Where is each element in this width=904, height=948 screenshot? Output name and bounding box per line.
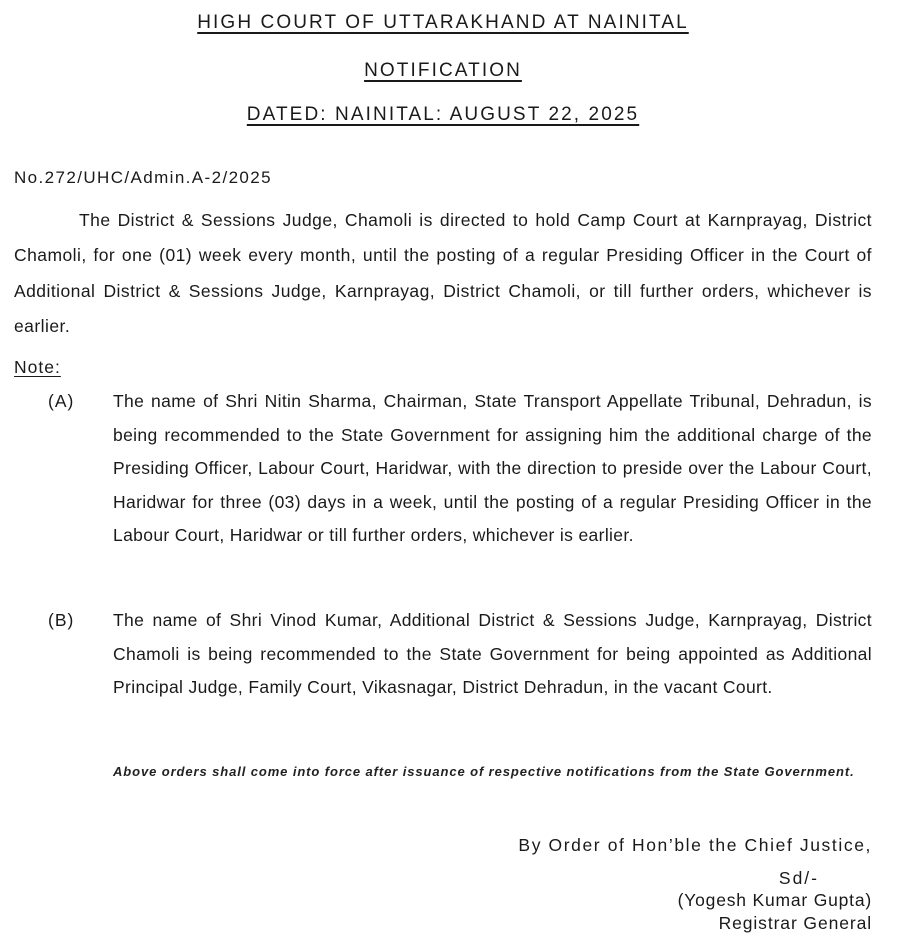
dated-line: DATED: NAINITAL: AUGUST 22, 2025 xyxy=(246,104,640,125)
note-item-marker-a: (A) xyxy=(48,391,75,411)
closing-remark: Above orders shall come into force after issuance of respective notifications from the State Government. xyxy=(113,764,855,779)
notification-title: NOTIFICATION xyxy=(364,60,522,81)
signatory-name: (Yogesh Kumar Gupta) xyxy=(677,890,872,910)
note-item-text-a: The name of Shri Nitin Sharma, Chairman, State Transport Appellate Tribunal, Dehradun, is being recommended to the State Government for assigning him the additional charge of the Presiding Officer, Labour Court, Haridwar, with the direction to preside over the Labour Court, Haridwar for three (03) days in a week, until the posting of a regular Presiding Officer in the Labour Court, Haridwar or till further orders, whichever is earlier. xyxy=(113,391,872,546)
signed-mark: Sd/- xyxy=(778,868,819,888)
note-item-marker-b: (B) xyxy=(48,610,75,630)
reference-number: No.272/UHC/Admin.A-2/2025 xyxy=(14,168,273,187)
signatory-title: Registrar General xyxy=(718,913,872,933)
note-item-text-b: The name of Shri Vinod Kumar, Additional District & Sessions Judge, Karnprayag, District Chamoli is being recommended to the State Government for being appointed as Additional Principal Judge, Family Court, Vikasnagar, District Dehradun, in the vacant Court. xyxy=(113,610,872,698)
by-order-line: By Order of Hon’ble the Chief Justice, xyxy=(518,835,872,855)
main-paragraph: The District & Sessions Judge, Chamoli is directed to hold Camp Court at Karnprayag, District Chamoli, for one (01) week every month, until the posting of a regular Presiding Officer in the Court of Additional District & Sessions Judge, Karnprayag, District Chamoli, or till further orders, whichever is earlier. xyxy=(14,210,872,336)
note-label: Note: xyxy=(14,357,61,377)
court-name-heading: HIGH COURT OF UTTARAKHAND AT NAINITAL xyxy=(197,12,689,33)
